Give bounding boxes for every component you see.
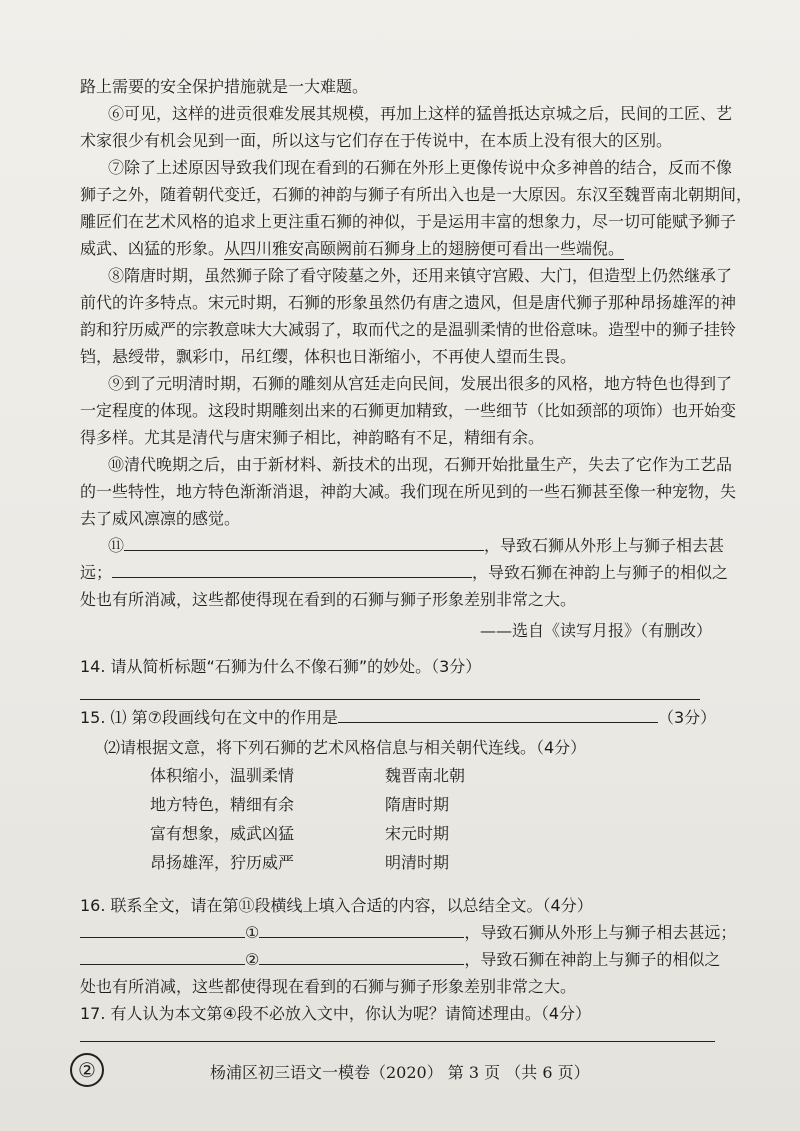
paragraph-9-line: 得多样。尤其是清代与唐宋狮子相比，神韵略有不足，精细有余。 [80, 428, 545, 447]
paragraph-10-line: ⑩清代晚期之后，由于新材料、新技术的出现，石狮开始批量生产，失去了它作为工艺品 [108, 455, 733, 474]
paragraph-9-line: ⑨到了元明清时期，石狮的雕刻从宫廷走向民间，发展出很多的风格，地方特色也得到了 [108, 374, 733, 393]
blank-line[interactable] [124, 536, 484, 551]
question-15-2: ⑵请根据文意，将下列石狮的艺术风格信息与相关朝代连线。（4分） [104, 738, 587, 757]
blank-line[interactable] [112, 563, 472, 578]
paragraph-6-line: 术家很少有机会见到一面，所以这与它们存在于传说中，在本质上没有很大的区别。 [80, 131, 673, 150]
blank-marker: ① [245, 923, 260, 942]
question-14: 14. 请从简析标题“石狮为什么不像石狮”的妙处。（3分） [80, 657, 482, 676]
question-16-text: ，导致石狮从外形上与狮子相去甚远； [464, 923, 737, 942]
question-16-line: 处也有所消减，这些都使得现在看到的石狮与狮子形象差别非常之大。 [80, 977, 577, 996]
paragraph-11-line [80, 562, 740, 584]
page-footer: 杨浦区初三语文一模卷（2020） 第 3 页 （共 6 页） [210, 1063, 590, 1082]
question-15-1-text: 15. ⑴ 第⑦段画线句在文中的作用是 [80, 708, 338, 727]
answer-line[interactable] [80, 1041, 715, 1042]
blank-line[interactable] [338, 708, 658, 723]
paragraph-8-line: 铛，悬绶带，飘彩巾，吊红缨，体积也日渐缩小，不再使人望而生畏。 [80, 347, 577, 366]
blank-marker: ② [245, 950, 260, 969]
answer-line[interactable] [80, 699, 700, 700]
match-left-item[interactable]: 体积缩小，温驯柔情 [150, 766, 295, 785]
paragraph-11-text: 远； [80, 563, 113, 582]
match-right-item[interactable]: 隋唐时期 [385, 795, 450, 814]
paragraph-11-text: ，导致石狮从外形上与狮子相去甚 [484, 536, 725, 555]
paragraph-10-line: 去了威风凛凛的感觉。 [80, 509, 241, 528]
match-right-item[interactable]: 明清时期 [385, 853, 450, 872]
question-16-line [80, 949, 740, 971]
page-number-circle: ② [70, 1053, 104, 1087]
question-16: 16. 联系全文，请在第⑪段横线上填入合适的内容，以总结全文。（4分） [80, 896, 593, 915]
question-15-1 [80, 707, 740, 729]
paragraph-7-line: ⑦除了上述原因导致我们现在看到的石狮在外形上更像传说中众多神兽的结合，反而不像 [108, 158, 733, 177]
match-left-item[interactable]: 富有想象，威武凶猛 [150, 824, 295, 843]
passage-line: 路上需要的安全保护措施就是一大难题。 [80, 77, 369, 96]
paragraph-11-line [108, 535, 740, 557]
paragraph-8-line: ⑧隋唐时期，虽然狮子除了看守陵墓之外，还用来镇守宫殿、大门，但造型上仍然继承了 [108, 266, 733, 285]
paragraph-7-line [80, 238, 740, 260]
source-citation: ——选自《读写月报》（有删改） [480, 621, 713, 640]
question-16-line [80, 922, 740, 944]
paragraph-7-line: 狮子之外，随着朝代变迁，石狮的神韵与狮子有所出入也是一大原因。东汉至魏晋南北朝期间， [80, 185, 753, 204]
question-16-text: ，导致石狮在神韵上与狮子的相似之 [464, 950, 721, 969]
blank-line[interactable] [259, 923, 464, 938]
match-right-column [385, 765, 465, 881]
paragraph-8-line: 前代的许多特点。宋元时期，石狮的形象虽然仍有唐之遗风，但是唐代狮子那种昂扬雄浑的神 [80, 293, 737, 312]
paragraph-10-line: 的一些特性，地方特色渐渐消退，神韵大减。我们现在所见到的一些石狮甚至像一种宠物，失 [80, 482, 737, 501]
paragraph-7-text: 威武、凶猛的形象。 [80, 239, 225, 258]
paragraph-11-number: ⑪ [108, 536, 125, 555]
question-17: 17. 有人认为本文第④段不必放入文中，你认为呢？请简述理由。（4分） [80, 1004, 592, 1023]
match-left-item[interactable]: 昂扬雄浑，狞历威严 [150, 853, 295, 872]
match-left-column [150, 765, 294, 881]
match-left-item[interactable]: 地方特色，精细有余 [150, 795, 295, 814]
match-right-item[interactable]: 魏晋南北朝 [385, 766, 466, 785]
question-15-1-score: （3分） [657, 708, 717, 727]
paragraph-11-line: 处也有所消减，这些都使得现在看到的石狮与狮子形象差别非常之大。 [80, 590, 577, 609]
blank-line[interactable] [80, 950, 245, 965]
blank-line[interactable] [80, 923, 245, 938]
paragraph-11-text: ，导致石狮在神韵上与狮子的相似之 [472, 563, 729, 582]
underlined-sentence: 从四川雅安高颐阙前石狮身上的翅膀便可看出一些端倪。 [224, 239, 625, 258]
blank-line[interactable] [259, 950, 464, 965]
paragraph-6-line: ⑥可见，这样的进贡很难发展其规模，再加上这样的猛兽抵达京城之后，民间的工匠、艺 [108, 104, 733, 123]
paragraph-8-line: 韵和狞历威严的宗教意味大大减弱了，取而代之的是温驯柔情的世俗意味。造型中的狮子挂铃 [80, 320, 737, 339]
match-right-item[interactable]: 宋元时期 [385, 824, 450, 843]
paragraph-7-line: 雕匠们在艺术风格的追求上更注重石狮的神似，于是运用丰富的想象力，尽一切可能赋予狮子 [80, 212, 737, 231]
paragraph-9-line: 一定程度的体现。这段时期雕刻出来的石狮更加精致，一些细节（比如颈部的项饰）也开始变 [80, 401, 737, 420]
